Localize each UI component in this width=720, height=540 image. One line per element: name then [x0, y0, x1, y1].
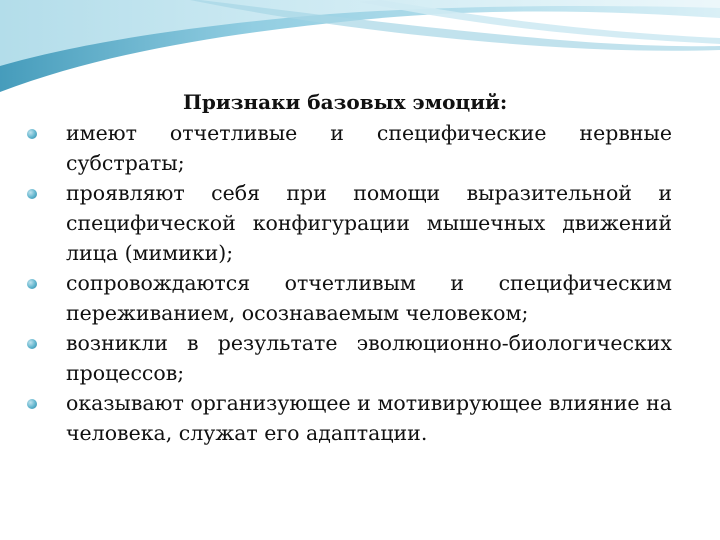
list-item — [18, 328, 672, 388]
slide-title: Признаки базовых эмоций: — [183, 90, 508, 114]
list-item — [18, 118, 672, 178]
bullet-icon — [27, 399, 37, 409]
list-item-text: проявляют себя при помощи выразительной и специфической конфигурации мышечных движений лица (мимики); — [66, 181, 672, 265]
list-item — [18, 268, 672, 328]
bullet-icon — [27, 339, 37, 349]
list-item-text: оказывают организующее и мотивирующее влияние на человека, служат его адаптации. — [66, 391, 672, 445]
list-item — [18, 178, 672, 268]
bullet-icon — [27, 279, 37, 289]
bullet-icon — [27, 189, 37, 199]
list-item-text: имеют отчетливые и специфические нервные субстраты; — [66, 121, 672, 175]
bullet-icon — [27, 129, 37, 139]
list-item-text: возникли в результате эволюционно-биологических процессов; — [66, 331, 672, 385]
list-item — [18, 388, 672, 448]
bullet-list — [18, 118, 672, 448]
slide-content — [18, 88, 672, 448]
list-item-text: сопровождаются отчетливым и специфическим переживанием, осознаваемым человеком; — [66, 271, 672, 325]
